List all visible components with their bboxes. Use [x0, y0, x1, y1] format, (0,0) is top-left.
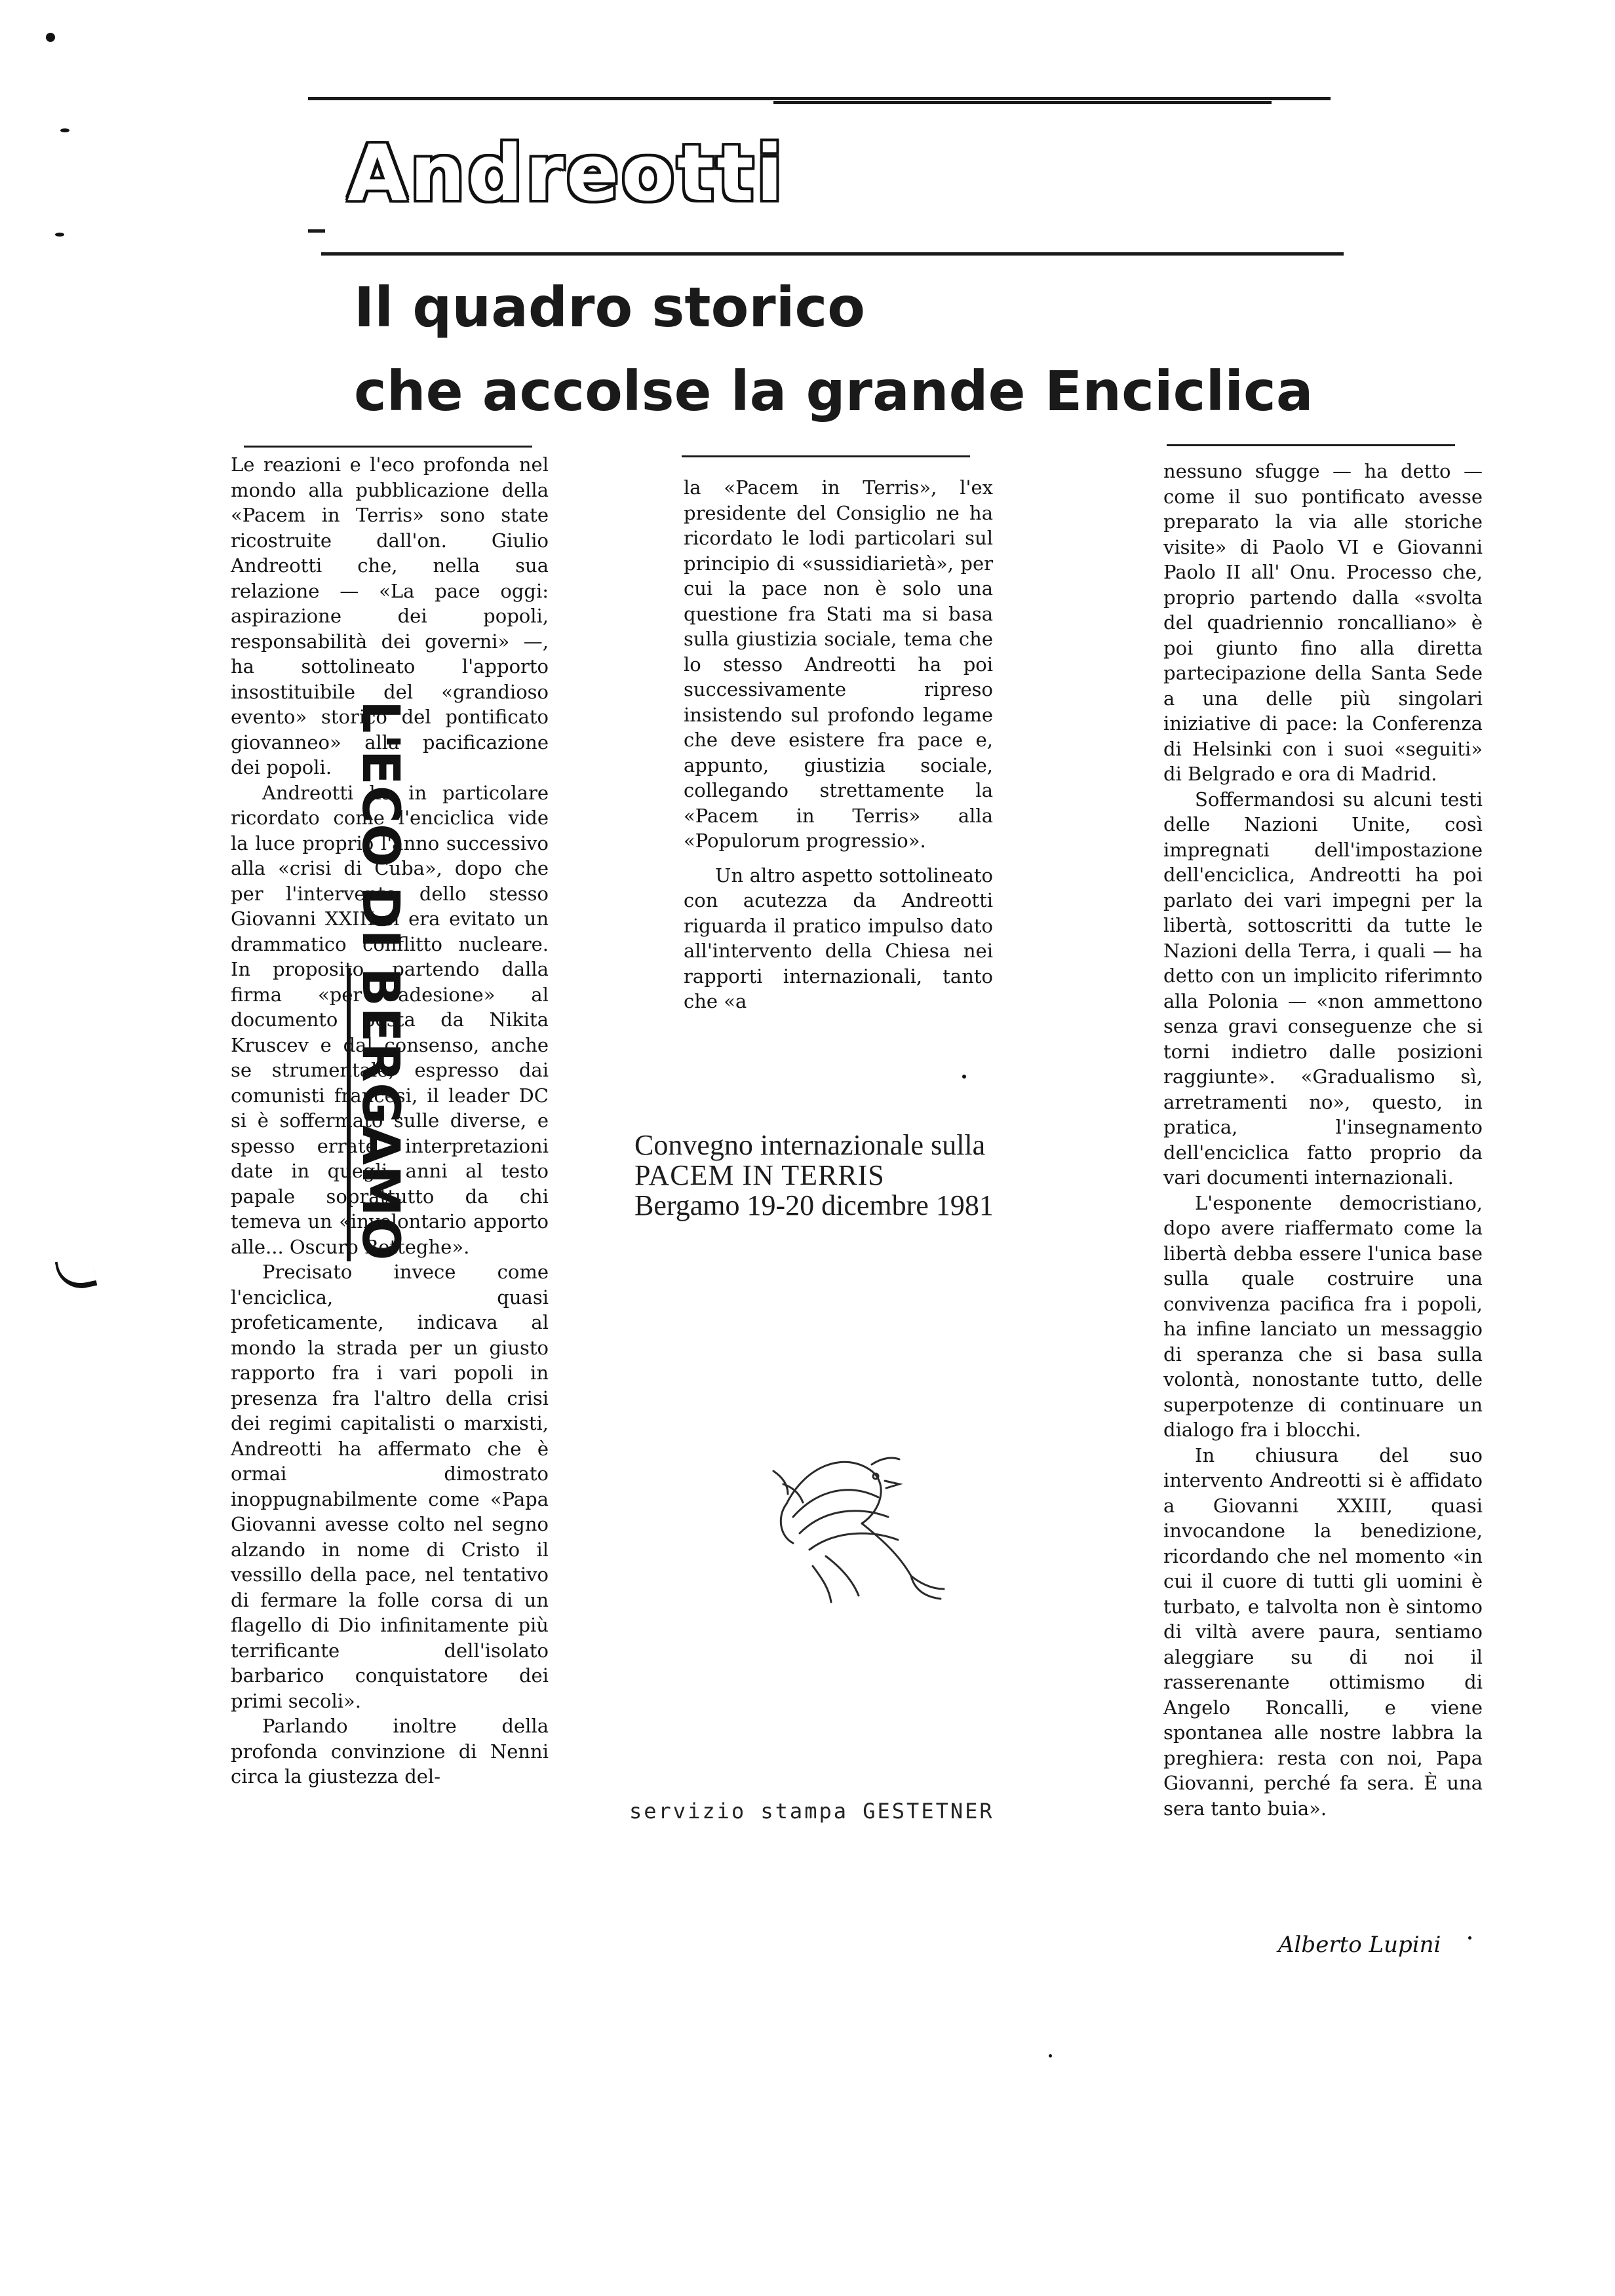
article-column-3 [1163, 459, 1483, 1821]
column1-paragraph: Parlando inoltre della profonda convinzione di Nenni circa la giustezza del- [231, 1715, 549, 1788]
top-rule-accent [773, 101, 1272, 104]
scan-speck [60, 128, 69, 132]
headline-line-1: Il quadro storico [354, 275, 865, 339]
scan-speck [55, 233, 64, 237]
column2-paragraph: Un altro aspetto sottolineato con acutezza da Andreotti riguarda il pratico impulso dato all'intervento della Chiesa nei rapporti internazionali, tanto che «a [684, 864, 993, 1012]
column3-top-rule [1167, 444, 1455, 446]
masthead-name-start: L'ECO DI [351, 700, 410, 968]
article-headline [354, 265, 1313, 433]
kicker-rule-tick [308, 229, 325, 233]
column3-paragraph: nessuno sfugge — ha detto — come il suo pontificato avesse preparato la via alle storiche visite» di Paolo VI e Giovanni Paolo II all' Onu. Processo che, proprio partendo dalla «svolta del quadriennio roncalliano» è poi giunto fino alla diretta partecipazione della Santa Sede a una delle più singolari iniziative di pace: la Conferenza di Helsinki con i suoi «seguiti» di Belgrado e ora di Madrid. [1163, 460, 1483, 785]
scan-speck [1049, 2054, 1052, 2057]
column1-paragraph: Precisato invece come l'enciclica, quasi profeticamente, indicava al mondo la strada per un giusto rapporto fra i vari popoli in presenza fra l'altro della crisi dei regimi capitalisti o marxisti, Andreotti ha affermato che è ormai dimostrato inoppugnabilmente come «Papa Giovanni avesse colto nel segno alzando in nome di Cristo il vessillo della pace, nel tentativo di fermare la folle corsa di un flagello di Dio infinitamente più terrificante dell'isolato barbarico conquistatore dei primi secoli». [231, 1261, 549, 1712]
dove-of-peace-drawing [747, 1425, 963, 1615]
conference-dates: Bergamo 19-20 dicembre 1981 [634, 1189, 994, 1221]
masthead-name-end: BERGAMO [347, 968, 410, 1261]
column3-paragraph: L'esponente democristiano, dopo avere riaffermato come la libertà debba essere l'unica base sulla quale costruire una convivenza pacifica fra i popoli, ha infine lanciato un messaggio di speranza che si basa sulla volontà, nonostante tutto, delle superpotenze di continuare un dialogo fra i blocchi. [1163, 1191, 1483, 1441]
scan-speck [46, 33, 55, 42]
conference-line-1: Convegno internazionale sulla [634, 1129, 986, 1161]
column1-paragraph: Le reazioni e l'eco profonda nel mondo alla pubblicazione della «Pacem in Terris» sono state ricostruite dall'on. Giulio Andreotti che, nella sua relazione — «La pace oggi: aspirazione dei popoli, responsabilità dei governi» —, ha sottolineato l'apporto insostituibile del «grandioso evento» storico del pontificato giovanneo» alla pacificazione dei popoli. [231, 453, 549, 778]
column3-paragraph: Soffermandosi su alcuni testi delle Nazioni Unite, così impregnati dell'impostazione dell'enciclica, Andreotti ha poi parlato dei vari impegni per la libertà, sottoscritti da tutte le Nazioni della Terra, i quali — ha detto con un implicito riferimnto alla Polonia — «non ammettono senza gravi conseguenze che si torni indietro dalle posizioni raggiunte». «Gradualismo sì, arretramenti no», questo, in pratica, l'insegnamento dell'enciclica fatto proprio da vari documenti internazionali. [1163, 788, 1483, 1189]
article-column-2 [684, 475, 993, 1014]
column3-paragraph: In chiusura del suo intervento Andreotti si è affidato a Giovanni XXIII, quasi invocandone la benedizione, ricordando che nel momento «in cui il cuore di tutti gli uomini è turbato, e talvolta non è sintomo di viltà avere paura, sentiamo aleggiare su di noi il rasserenante ottimismo di Angelo Roncalli, e viene spontanea alle nostre labbra la preghiera: resta con noi, Papa Giovanni, perché fa sera. È una sera tanto buia». [1163, 1444, 1483, 1820]
column2-top-rule [682, 455, 970, 457]
column2-paragraph: la «Pacem in Terris», l'ex presidente del Consiglio ne ha ricordato le lodi particolari sul principio di «sussidiarietà», per cui la pace non è solo una questione fra Stati ma si basa sulla giustizia sociale, tema che lo stesso Andreotti ha poi successivamente ripreso insistendo sul profondo legame che deve esistere fra pace e, appunto, giustizia sociale, collegando strettamente la «Pacem in Terris» alla «Populorum progressio». [684, 476, 993, 852]
article-kicker: Andreotti [347, 128, 786, 218]
kicker-rule [321, 252, 1344, 256]
conference-title: PACEM IN TERRIS [634, 1159, 885, 1191]
article-byline: Alberto Lupini [1278, 1932, 1441, 1958]
top-rule [308, 97, 1331, 100]
press-service-credit: servizio stampa GESTETNER [629, 1799, 994, 1824]
scan-speck [1468, 1936, 1471, 1940]
headline-line-2: che accolse la grande Enciclica [354, 359, 1313, 423]
conference-stamp [634, 1130, 994, 1221]
column1-paragraph: Andreotti ha in particolare ricordato come l'enciclica vide la luce proprio l'anno successivo alla «crisi di Cuba», dopo che per l'intervento dello stesso Giovanni XXIII si era evitato un drammatico conflitto nucleare. In proposito, partendo dalla firma «per adesione» al documento posta da Nikita Kruscev e dal consenso, anche se strumentale, espresso dai comunisti francesi, il leader DC si è soffermato sulle diverse, e spesso errate, interpretazioni date in quegli anni al testo papale soprattutto da chi temeva un «involontario apporto alle... Oscuro Betteghe». [231, 781, 549, 1258]
scan-speck [962, 1075, 966, 1079]
scan-mark-crescent [55, 1255, 98, 1293]
column1-top-rule [244, 446, 532, 448]
article-column-1 [231, 452, 549, 1789]
